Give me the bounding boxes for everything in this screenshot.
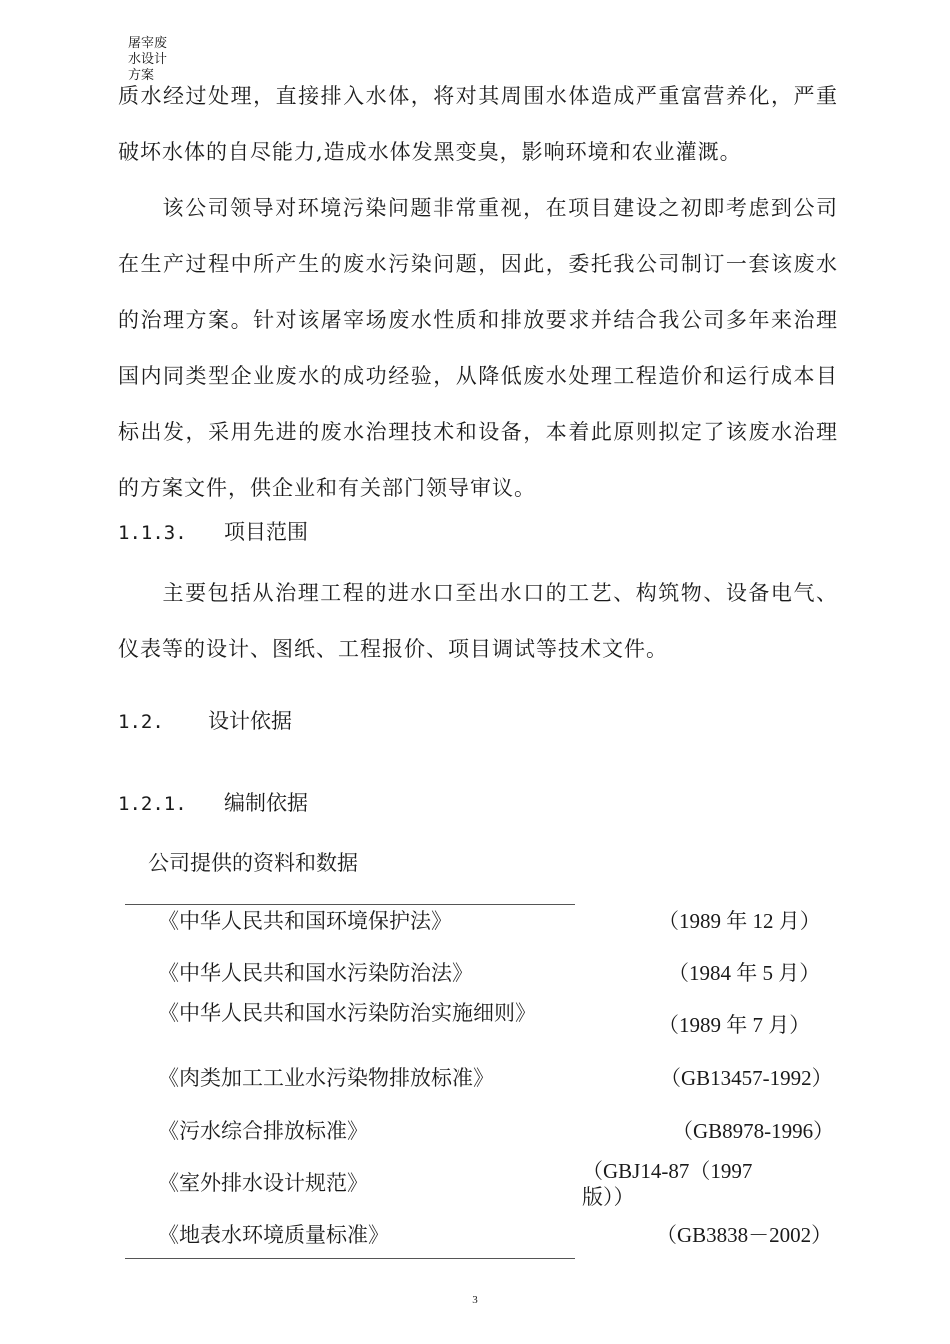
reference-date: （1989 年 7 月） xyxy=(658,1013,811,1037)
reference-date: （GB13457-1992） xyxy=(660,1066,833,1090)
paragraph-text: 该公司领导对环境污染问题非常重视，在项目建设之初即考虑到公司在生产过程中所产生的废水污染问题，因此，委托我公司制订一套该废水的治理方案。针对该屠宰场废水性质和排放要求并结合我公司多年来治理国内同类型企业废水的成功经验，从降低废水处理工程造价和运行成本目标出发，采用先进的废水治理技术和设备，本着此原则拟定了该废水治理的方案文件，供企业和有关部门领导审议。 xyxy=(118,196,838,500)
section-title: 项目范围 xyxy=(224,520,308,544)
section-title: 编制依据 xyxy=(224,791,308,815)
document-header-label: 屠宰废水设计方案 xyxy=(128,36,168,83)
reference-title: 《中华人民共和国水污染防治实施细则》 xyxy=(158,1001,536,1025)
reference-title: 《肉类加工工业水污染物排放标准》 xyxy=(158,1066,494,1090)
section-heading-1-2 xyxy=(118,706,292,737)
paragraph-pollution-impact: 质水经过处理，直接排入水体，将对其周围水体造成严重富营养化，严重破坏水体的自尽能力,造成水体发黑变臭，影响环境和农业灌溉。 xyxy=(118,84,838,164)
section-number: 1.2.1. xyxy=(118,793,187,815)
reference-date: （1984 年 5 月） xyxy=(668,961,821,985)
section-number: 1.1.3. xyxy=(118,522,187,544)
reference-title: 《污水综合排放标准》 xyxy=(158,1119,368,1143)
paragraph-text: 主要包括从治理工程的进水口至出水口的工艺、构筑物、设备电气、仪表等的设计、图纸、工程报价、项目调试等技术文件。 xyxy=(118,581,838,661)
reference-list-top-rule xyxy=(125,904,575,905)
source-materials-line: 公司提供的资料和数据 xyxy=(148,851,358,875)
page-number: 3 xyxy=(472,1294,478,1306)
reference-date: （GB3838－2002） xyxy=(656,1223,833,1247)
paragraph-project-background xyxy=(118,180,838,516)
reference-title: 《中华人民共和国水污染防治法》 xyxy=(158,961,473,985)
section-number: 1.2. xyxy=(118,711,164,733)
reference-date: （GBJ14-87（1997 版）） xyxy=(582,1159,753,1209)
reference-date: （GB8978-1996） xyxy=(672,1119,835,1143)
reference-list-bottom-rule xyxy=(125,1258,575,1259)
reference-title: 《室外排水设计规范》 xyxy=(158,1171,368,1195)
section-title: 设计依据 xyxy=(208,709,292,733)
section-heading-1-1-3 xyxy=(118,517,308,548)
reference-title: 《地表水环境质量标准》 xyxy=(158,1223,389,1247)
paragraph-project-scope xyxy=(118,565,838,677)
section-heading-1-2-1 xyxy=(118,788,308,819)
reference-title: 《中华人民共和国环境保护法》 xyxy=(158,909,452,933)
reference-date: （1989 年 12 月） xyxy=(658,909,821,933)
